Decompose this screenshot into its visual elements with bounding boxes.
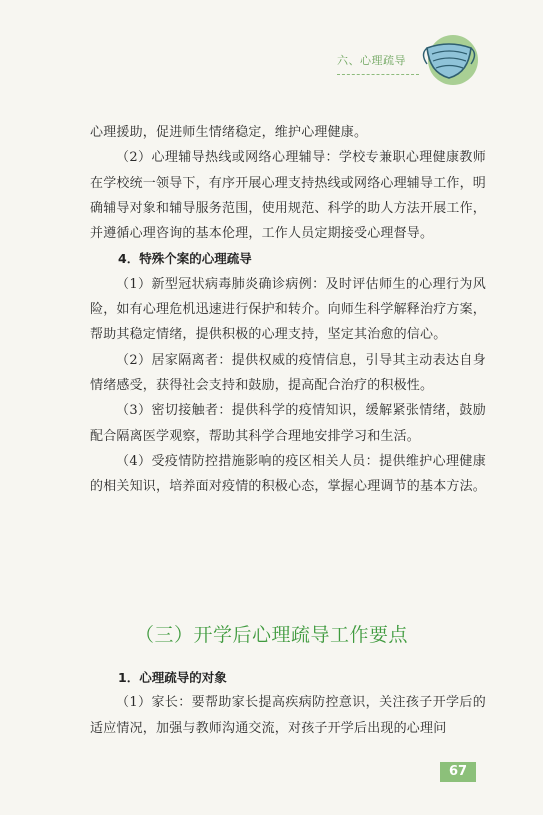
paragraph: （1）新型冠状病毒肺炎确诊病例：及时评估师生的心理行为风险，如有心理危机迅速进行保护和转介。向师生科学解释治疗方案，帮助其稳定情绪，提供积极的心理支持，坚定其治愈的信心。 (90, 276, 487, 343)
paragraph: （3）密切接触者：提供科学的疫情知识，缓解紧张情绪，鼓励配合隔离医学观察，帮助其科学合理地安排学习和生活。 (90, 403, 486, 444)
paragraph: （4）受疫情防控措施影响的疫区相关人员：提供维护心理健康的相关知识，培养面对疫情的积极心态，掌握心理调节的基本方法。 (90, 453, 487, 495)
paragraph: （2）心理辅导热线或网络心理辅导：学校专兼职心理健康教师在学校统一领导下，有序开展心理支持热线或网络心理辅导工作，明确辅导对象和辅导服务范围，使用规范、科学的助人方法开展工作，并遵循心理咨询的基本伦理，工作人员定期接受心理督导。 (90, 150, 487, 242)
body-text (90, 120, 486, 499)
paragraph: （1）家长：要帮助家长提高疾病防控意识，关注孩子开学后的适应情况，加强与教师沟通交流，对孩子开学后出现的心理问 (90, 695, 486, 736)
page-number: 67 (440, 762, 476, 782)
subheading: 1．心理疏导的对象 (118, 670, 227, 685)
section-body (90, 665, 486, 741)
paragraph: 心理援助，促进师生情绪稳定，维护心理健康。 (90, 125, 368, 140)
paragraph: （2）居家隔离者：提供权威的疫情信息，引导其主动表达自身情绪感受，获得社会支持和鼓励，提高配合治疗的积极性。 (90, 352, 486, 393)
subheading: 4．特殊个案的心理疏导 (118, 251, 252, 267)
running-head-rule (337, 74, 419, 75)
face-mask-icon (419, 34, 479, 86)
section-title: （三）开学后心理疏导工作要点 (134, 624, 408, 646)
running-head: 六、心理疏导 (337, 54, 406, 67)
